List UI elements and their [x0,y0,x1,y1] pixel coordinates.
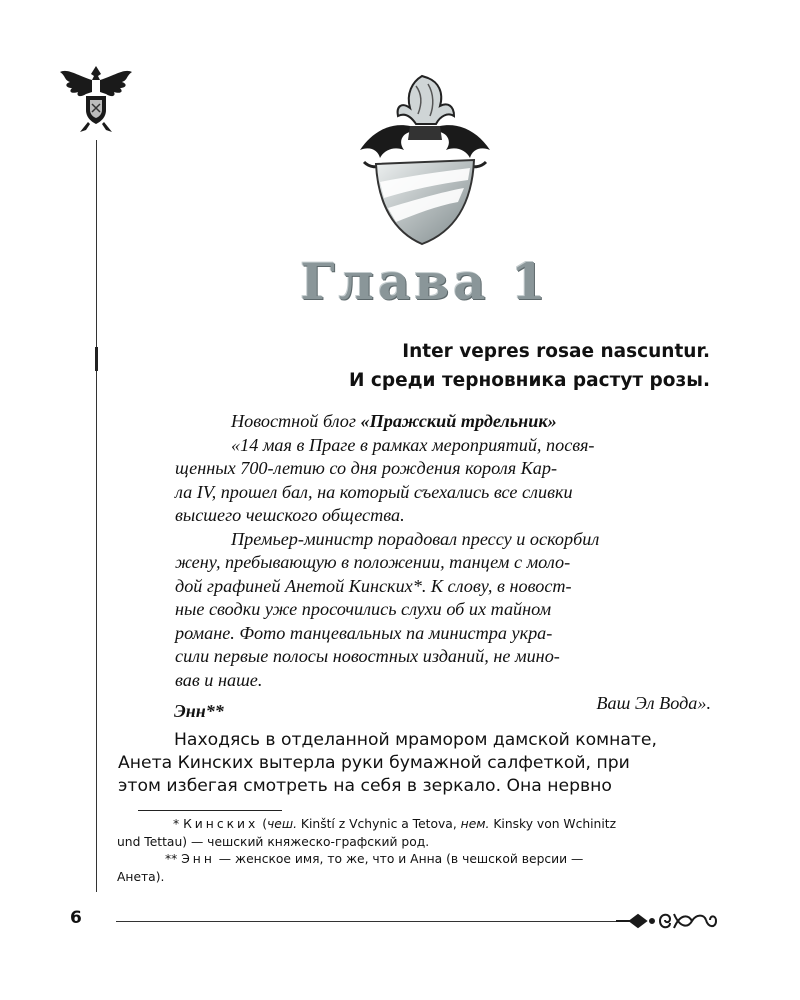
footnote-lang: нем. [460,817,490,831]
footnote-text: Kinští z Vchynic a Tetova, [297,817,461,831]
blog-line: вав и наше. [175,669,263,690]
blog-quote [175,410,711,716]
footnote-text: — женское имя, то же, что и Анна (в чешской версии — [214,852,584,866]
blog-source-prefix: Новостной блог [231,411,361,431]
blog-paragraph-1 [175,434,711,528]
blog-line: щенных 700-летию со дня рождения короля Кар- [175,458,558,478]
body-line: Анета Кинских вытерла руки бумажной салфеткой, при [118,753,630,773]
scroll-ornament-icon [616,906,720,936]
blog-line: «14 мая в Праге в рамках мероприятий, посвя- [231,434,595,455]
epigraph-russian: И среди терновника растут розы. [348,370,710,391]
blog-line: дой графиней Анетой Кинских*. К слову, в новост- [175,575,572,596]
footnote-1-line-2: und Tettau) — чешский княжеско-графский род. [117,834,430,849]
footnote-text: Kinsky von Wchinitz [489,817,617,831]
blog-source [175,410,711,434]
blog-line: ные сводки уже просочились слухи об их тайном [175,599,552,619]
footnote-marker: ** [165,852,182,866]
footnote-2 [117,851,713,869]
page-number: 6 [70,908,82,928]
blog-signature: Ваш Эл Вода». [596,693,711,713]
epigraph-latin: Inter vepres rosae nascuntur. [402,341,710,362]
blog-line: жену, пребывающую в положении, танцем с моло- [175,552,571,572]
footnote-lang: чеш. [267,817,298,831]
footnote-rule [138,810,282,811]
blog-line: сили первые полосы новостных изданий, не мино- [175,646,560,666]
footnote-term: Энн [181,852,215,866]
eagle-emblem-icon [58,62,134,134]
chapter-title: Глава 1 [300,252,550,311]
body-line: этом избегая смотреть на себя в зеркало. Она нервно [118,776,612,796]
footnotes [117,816,713,886]
footnote-text: ( [258,817,268,831]
body-text [118,729,712,798]
footnote-2-line-2: Анета). [117,869,165,884]
bottom-rule [116,921,622,922]
blog-line: романе. Фото танцевальных па министра укра- [175,622,553,643]
body-line: Находясь в отделанной мрамором дамской комнате, [174,730,657,750]
blog-line: ла IV, прошел бал, на который съехались все сливки [175,481,573,502]
blog-paragraph-2 [175,528,711,693]
footnote-term: Кинских [183,817,259,831]
footnote-1 [117,816,713,834]
section-heading: Энн** [174,701,224,721]
left-rule-accent [95,347,98,371]
footnote-marker: * [173,817,184,831]
blog-line: высшего чешского общества. [175,505,405,525]
blog-source-name: «Пражский трдельник» [360,411,557,431]
coat-of-arms-icon [350,72,500,248]
blog-line: Премьер-министр порадовал прессу и оскорбил [231,528,600,549]
